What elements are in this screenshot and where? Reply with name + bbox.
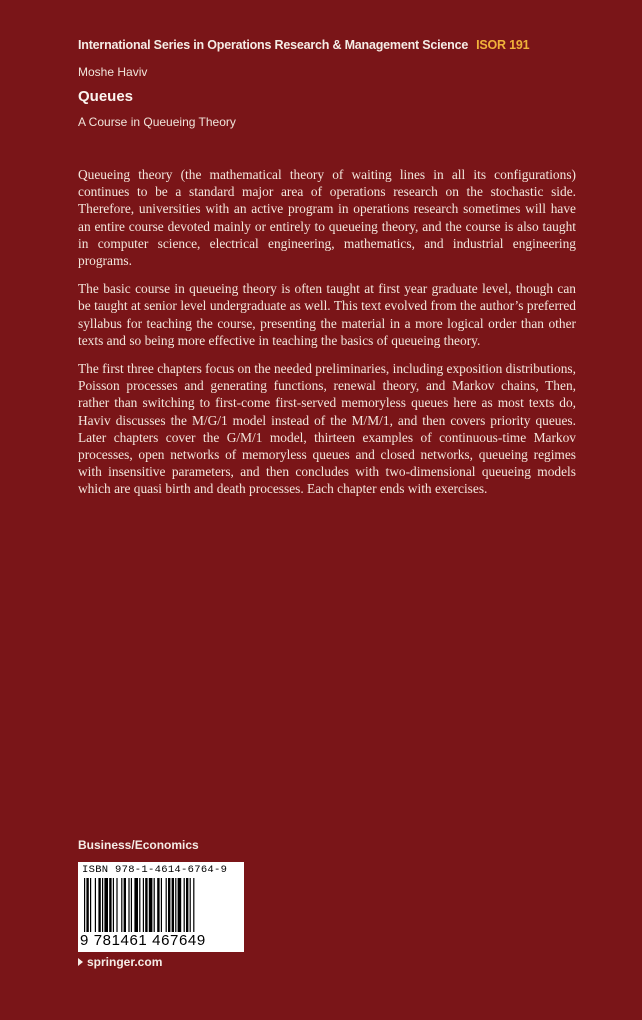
barcode-bar [102,878,103,932]
isbn-label: ISBN 978-1-4614-6764-9 [82,864,228,876]
isbn-barcode [78,862,244,952]
barcode-bar [172,878,174,932]
barcode-bar [124,878,126,932]
blurb-paragraph: The basic course in queueing theory is often taught at first year graduate level, though can be taught at senior level undergraduate as well. This text evolved from the author’s preferred syllabus for teaching the course, presenting the material in a more logical order than other texts and so being more effective in teaching the basics of queueing theory. [78,281,576,348]
barcode-bar [116,878,117,932]
barcode-bar [145,878,147,932]
barcode-bar [104,878,108,932]
barcode-bar [190,878,191,932]
barcode-bar [98,878,100,932]
barcode-bar [128,878,129,932]
book-subtitle: A Course in Queueing Theory [78,115,236,129]
subject-category: Business/Economics [78,838,199,852]
barcode-bar [149,878,153,932]
barcode-bar [139,878,140,932]
barcode-bar [178,878,182,932]
barcode-bar [86,878,88,932]
book-title: Queues [78,88,134,105]
barcode-bar [157,878,159,932]
barcode-bar [90,878,91,932]
blurb-paragraph: Queueing theory (the mathematical theory of waiting lines in all its configurations) continues to be a standard major area of operations research on the stochastic side. Therefore, universities with an active program in operations research sometimes will have an entire course devoted mainly or entirely to queueing theory, and the course is also taught in computer science, electrical engineering, mathematics, and industrial engineering programs. [78,167,576,269]
barcode-digits: 9 781461 467649 [80,932,206,949]
series-code: ISOR 191 [476,38,530,52]
barcode-bar [193,878,194,932]
series-line [78,38,529,52]
arrow-right-icon [78,958,83,966]
series-name: International Series in Operations Research & Management Science [78,38,469,52]
barcode-bar [131,878,132,932]
barcode-bar [161,878,162,932]
barcode-bar [113,878,114,932]
barcode-bar [109,878,111,932]
barcode-bars [82,878,240,932]
back-cover-blurb [78,166,576,509]
barcode-bar [186,878,188,932]
barcode-bar [168,878,170,932]
barcode-bar [154,878,155,932]
barcode-bar [184,878,185,932]
barcode-bar [95,878,96,932]
publisher-link[interactable] [78,955,162,969]
barcode-bar [166,878,167,932]
blurb-paragraph: The first three chapters focus on the needed preliminaries, including exposition distributions, Poisson processes and generating functions, renewal theory, and Markov chains, Then, rather than switching to first-come first-served memoryless queues here as most texts do, Haviv discusses the M/G/1 model instead of the M/M/1, and then covers priority queues. Later chapters cover the G/M/1 model, thirteen examples of continuous-time Markov processes, open networks of memoryless queues and closed networks, queueing regimes with insensitive parameters, and then concludes with two-dimensional queueing models which are quasi birth and death processes. Each chapter ends with exercises. [78,361,576,497]
barcode-bar [175,878,176,932]
barcode-bar [84,878,85,932]
author-name: Moshe Haviv [78,65,148,79]
barcode-bar [143,878,144,932]
barcode-bar [121,878,122,932]
barcode-bar [134,878,138,932]
publisher-url: springer.com [87,955,163,969]
